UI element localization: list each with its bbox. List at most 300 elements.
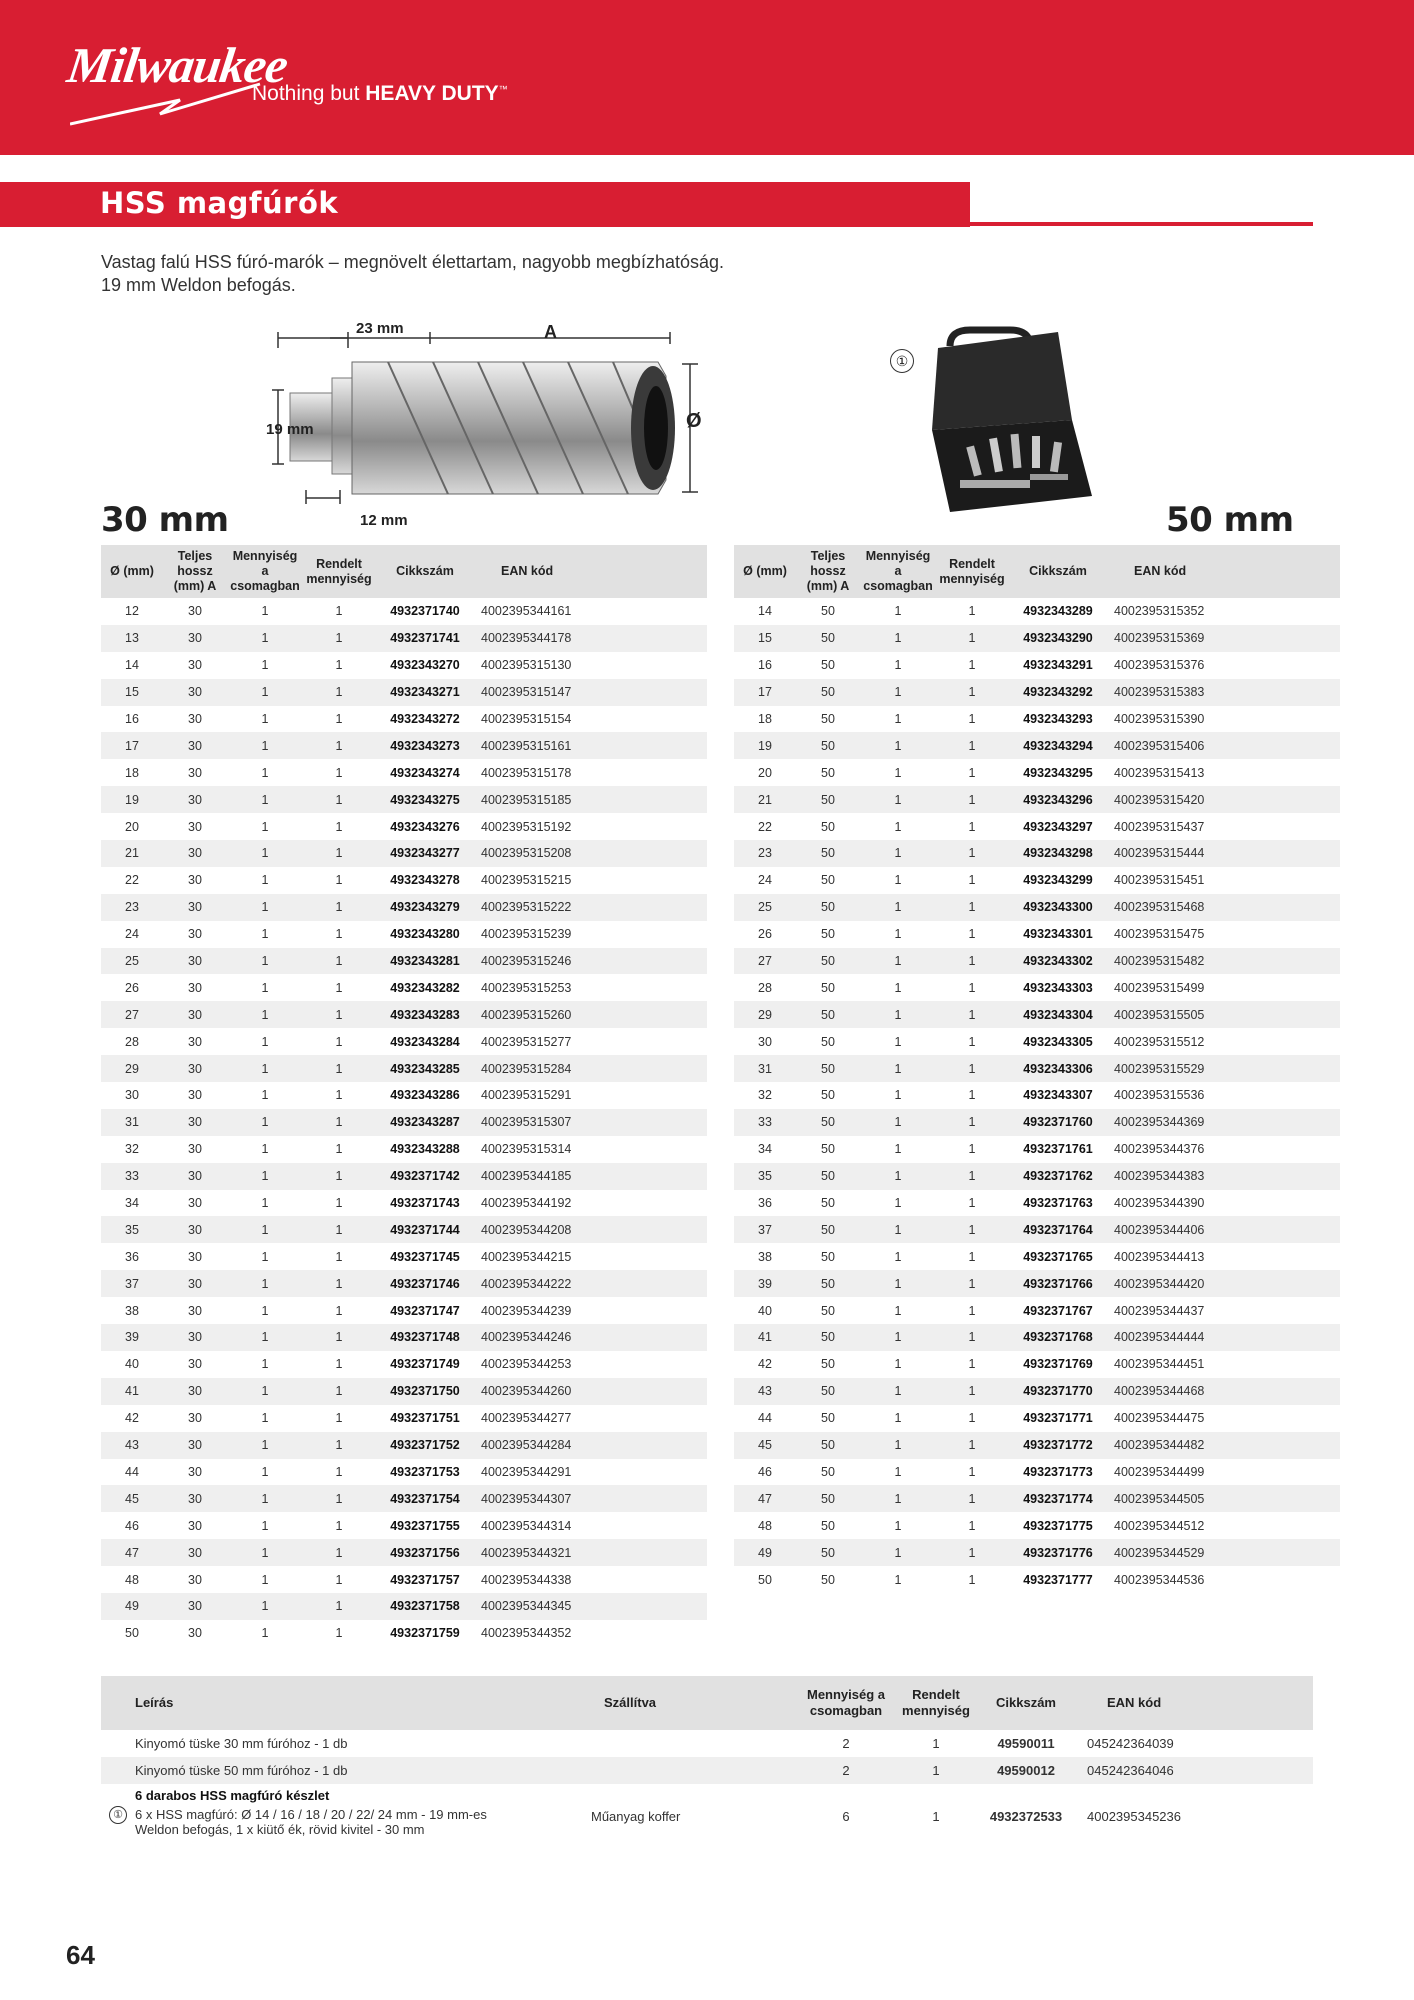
cell-order-qty: 1 — [303, 1539, 375, 1566]
table-row — [101, 894, 707, 921]
cell-order-qty: 1 — [335, 1088, 343, 1103]
cell-length: 50 — [796, 948, 860, 975]
cell-pack-qty: 1 — [894, 1249, 902, 1264]
cell-ean: 4002395344321 — [475, 1539, 707, 1566]
table-row — [101, 1001, 707, 1028]
table-row — [101, 1163, 707, 1190]
cell-ean: 4002395315185 — [475, 786, 707, 813]
cell-order-qty: 1 — [936, 1001, 1008, 1028]
cell-diameter: 38 — [125, 1303, 139, 1318]
cell-ean: 4002395315505 — [1108, 1001, 1340, 1028]
table-row — [101, 1324, 707, 1351]
cell-order-qty: 1 — [335, 1626, 343, 1641]
cell-pack-qty: 1 — [860, 1432, 936, 1459]
table-row — [101, 1297, 707, 1324]
cell-ean: 4002395315178 — [481, 765, 572, 780]
cell-ean: 4002395344482 — [1108, 1432, 1340, 1459]
cell-order-qty: 1 — [936, 1270, 1008, 1297]
cell-diameter: 39 — [734, 1270, 796, 1297]
cell-pack-qty: 1 — [894, 1464, 902, 1479]
cell-diameter: 33 — [101, 1163, 163, 1190]
cell-code: 4932343272 — [390, 712, 460, 726]
cell-code: 4932343280 — [390, 927, 460, 942]
cell-pack-qty: 1 — [894, 819, 902, 834]
cell-ean: 4002395344178 — [475, 625, 707, 652]
cell-code: 4932343287 — [375, 1109, 475, 1136]
table-row — [101, 625, 707, 652]
cell-ean: 4002395344314 — [481, 1518, 572, 1533]
cell-ean: 4002395315499 — [1114, 980, 1205, 995]
cell-order-qty: 1 — [335, 658, 343, 673]
cell-ean: 4002395315154 — [481, 712, 572, 726]
cell-length: 30 — [188, 927, 202, 942]
cell-order-qty: 1 — [936, 840, 1008, 867]
cell-pack-qty: 1 — [860, 894, 936, 921]
cell-order-qty: 1 — [335, 1518, 343, 1533]
cell-order-qty: 1 — [968, 819, 976, 834]
cell-ean: 4002395344536 — [1114, 1572, 1205, 1587]
col-code: Cikkszám — [971, 1676, 1081, 1730]
cell-order-qty: 1 — [303, 1270, 375, 1297]
cell-length: 50 — [796, 1055, 860, 1082]
cell-length: 50 — [796, 1163, 860, 1190]
cell-order-qty: 1 — [968, 658, 976, 673]
cell-length: 30 — [188, 765, 202, 780]
cell-order-qty: 1 — [335, 1249, 343, 1264]
cell-length: 50 — [796, 625, 860, 652]
table-row — [101, 652, 707, 679]
cell-pack-qty: 1 — [227, 1001, 303, 1028]
cell-code: 4932371777 — [1023, 1572, 1093, 1587]
cell-pack-qty: 1 — [227, 948, 303, 975]
cell-diameter: 47 — [734, 1485, 796, 1512]
cell-diameter: 13 — [101, 625, 163, 652]
col-supplied: Szállítva — [591, 1676, 791, 1730]
set-desc-line-2: Weldon befogás, 1 x kiütő ék, rövid kivitel - 30 mm — [135, 1822, 425, 1837]
dim-shank-diameter: 19 mm — [266, 421, 314, 438]
cell-ean: 4002395344499 — [1114, 1464, 1205, 1479]
accessory-supplied — [591, 1730, 791, 1757]
cell-order-qty: 1 — [335, 765, 343, 780]
accessory-code: 49590012 — [971, 1757, 1081, 1784]
cell-diameter: 36 — [758, 1196, 772, 1211]
table-row — [734, 1082, 1340, 1109]
table-row — [734, 1001, 1340, 1028]
intro-line-2: 19 mm Weldon befogás. — [101, 275, 296, 295]
set-qty: 6 — [842, 1808, 850, 1824]
cell-ean: 4002395344383 — [1108, 1163, 1340, 1190]
cell-length: 30 — [188, 819, 202, 834]
cell-code: 4932371754 — [375, 1485, 475, 1512]
cell-code: 4932371776 — [1008, 1539, 1108, 1566]
cell-order-qty: 1 — [303, 1001, 375, 1028]
cell-pack-qty: 1 — [894, 604, 902, 619]
cell-code: 4932343283 — [375, 1001, 475, 1028]
cell-diameter: 35 — [734, 1163, 796, 1190]
cell-ean: 4002395344369 — [1108, 1109, 1340, 1136]
table-row — [734, 1432, 1340, 1459]
cell-order-qty: 1 — [303, 948, 375, 975]
table-row — [734, 840, 1340, 867]
cell-order-qty: 1 — [968, 1357, 976, 1372]
milwaukee-logo: Milwaukee — [64, 37, 291, 93]
table-row — [734, 1351, 1340, 1378]
table-row — [734, 1405, 1340, 1432]
accessory-set-row — [101, 1784, 1313, 1848]
cell-pack-qty: 1 — [894, 1034, 902, 1049]
cell-order-qty: 1 — [303, 679, 375, 706]
cell-diameter: 19 — [101, 786, 163, 813]
cell-ean: 4002395344505 — [1108, 1485, 1340, 1512]
cell-order-qty: 1 — [936, 679, 1008, 706]
cell-order-qty: 1 — [335, 1303, 343, 1318]
cell-length: 30 — [188, 1249, 202, 1264]
cell-ean: 4002395315406 — [1108, 732, 1340, 759]
cell-pack-qty: 1 — [261, 1626, 269, 1641]
set-description — [101, 1784, 591, 1848]
table-row — [101, 1190, 707, 1217]
cell-code: 4932343291 — [1023, 658, 1093, 673]
cell-code: 4932371748 — [375, 1324, 475, 1351]
table-row — [101, 679, 707, 706]
cell-order-qty: 1 — [303, 894, 375, 921]
table-row — [101, 1351, 707, 1378]
table-row — [101, 1270, 707, 1297]
cell-pack-qty: 1 — [860, 625, 936, 652]
cell-diameter: 20 — [125, 819, 139, 834]
cell-code: 4932343298 — [1008, 840, 1108, 867]
cell-code: 4932371769 — [1023, 1357, 1093, 1372]
cell-diameter: 36 — [125, 1249, 139, 1264]
col-code: Cikkszám — [375, 545, 475, 598]
cell-pack-qty: 1 — [227, 1109, 303, 1136]
cell-pack-qty: 1 — [894, 1411, 902, 1426]
cell-order-qty: 1 — [303, 1216, 375, 1243]
accessory-row — [101, 1730, 1313, 1757]
cell-pack-qty: 1 — [261, 604, 269, 619]
cell-code: 4932371774 — [1008, 1485, 1108, 1512]
cell-diameter: 18 — [758, 712, 772, 726]
cell-diameter: 45 — [734, 1432, 796, 1459]
table-row — [101, 813, 707, 840]
cell-code: 4932343296 — [1008, 786, 1108, 813]
cell-code: 4932371766 — [1008, 1270, 1108, 1297]
cell-pack-qty: 1 — [860, 1001, 936, 1028]
cell-pack-qty: 1 — [227, 1324, 303, 1351]
table-row — [734, 948, 1340, 975]
cell-diameter: 15 — [734, 625, 796, 652]
cell-code: 4932371744 — [375, 1216, 475, 1243]
cell-pack-qty: 1 — [227, 1432, 303, 1459]
cell-order-qty: 1 — [968, 1249, 976, 1264]
cell-code: 4932371757 — [390, 1572, 460, 1587]
cell-ean: 4002395315390 — [1114, 712, 1205, 726]
accessories-table — [101, 1676, 1313, 1848]
cell-order-qty: 1 — [968, 765, 976, 780]
cell-code: 4932371750 — [375, 1378, 475, 1405]
cell-ean: 4002395344260 — [475, 1378, 707, 1405]
cell-length: 50 — [821, 1249, 835, 1264]
cell-ean: 4002395315291 — [481, 1088, 572, 1103]
cell-ean: 4002395315413 — [1114, 765, 1205, 780]
cell-pack-qty: 1 — [227, 1216, 303, 1243]
cell-ean: 4002395315536 — [1114, 1088, 1205, 1103]
cell-ean: 4002395344468 — [1108, 1378, 1340, 1405]
cell-code: 4932343299 — [1023, 873, 1093, 888]
cell-length: 50 — [796, 732, 860, 759]
cell-pack-qty: 1 — [894, 1303, 902, 1318]
cell-length: 50 — [796, 1539, 860, 1566]
cell-order-qty: 1 — [968, 1034, 976, 1049]
cell-ean: 4002395315451 — [1114, 873, 1205, 888]
cell-order-qty: 1 — [303, 1324, 375, 1351]
accessory-desc: Kinyomó tüske 50 mm fúróhoz - 1 db — [101, 1757, 591, 1784]
cell-pack-qty: 1 — [261, 1357, 269, 1372]
cell-diameter: 42 — [758, 1357, 772, 1372]
section-title: HSS magfúrók — [100, 186, 339, 220]
cell-diameter: 30 — [758, 1034, 772, 1049]
cell-order-qty: 1 — [303, 1593, 375, 1620]
cell-ean: 4002395344208 — [475, 1216, 707, 1243]
cell-length: 50 — [796, 679, 860, 706]
table-row — [734, 1055, 1340, 1082]
cell-pack-qty: 1 — [261, 765, 269, 780]
cell-length: 50 — [821, 1088, 835, 1103]
cell-pack-qty: 1 — [261, 1088, 269, 1103]
cell-ean: 4002395344253 — [481, 1357, 572, 1372]
cell-order-qty: 1 — [936, 948, 1008, 975]
cell-pack-qty: 1 — [894, 765, 902, 780]
cell-pack-qty: 1 — [860, 1539, 936, 1566]
cell-ean: 4002395315468 — [1108, 894, 1340, 921]
accessory-desc: Kinyomó tüske 30 mm fúróhoz - 1 db — [135, 1736, 348, 1751]
cell-length: 30 — [163, 1055, 227, 1082]
cell-order-qty: 1 — [303, 1055, 375, 1082]
cell-code: 4932371751 — [390, 1411, 460, 1426]
cell-length: 30 — [163, 948, 227, 975]
cell-ean: 4002395344277 — [481, 1411, 572, 1426]
cell-pack-qty: 1 — [261, 1303, 269, 1318]
col-total-length: Teljes hossz (mm) A — [796, 545, 860, 598]
cell-pack-qty: 1 — [227, 1270, 303, 1297]
cell-order-qty: 1 — [335, 1572, 343, 1587]
cell-pack-qty: 1 — [227, 625, 303, 652]
accessory-ean: 045242364039 — [1087, 1736, 1174, 1751]
cell-length: 50 — [821, 1034, 835, 1049]
set-marker: ① — [890, 349, 914, 373]
dim-diameter: Ø — [686, 410, 702, 432]
cell-diameter: 19 — [734, 732, 796, 759]
table-row — [101, 1405, 707, 1432]
table-row — [101, 1378, 707, 1405]
cell-pack-qty: 1 — [227, 1593, 303, 1620]
cell-ean: 4002395315369 — [1108, 625, 1340, 652]
cell-pack-qty: 1 — [860, 1378, 936, 1405]
cell-order-qty: 1 — [303, 1485, 375, 1512]
cell-order-qty: 1 — [968, 927, 976, 942]
cell-code: 4932343305 — [1023, 1034, 1093, 1049]
cell-code: 4932343301 — [1023, 927, 1093, 942]
col-diameter: Ø (mm) — [101, 545, 163, 598]
cell-order-qty: 1 — [968, 873, 976, 888]
cell-order-qty: 1 — [968, 604, 976, 619]
cell-length: 30 — [163, 1163, 227, 1190]
cell-length: 30 — [163, 1593, 227, 1620]
cell-ean: 4002395344437 — [1114, 1303, 1205, 1318]
cell-length: 30 — [163, 1539, 227, 1566]
cell-length: 50 — [796, 1109, 860, 1136]
col-order-qty: Rendelt mennyiség — [901, 1676, 971, 1730]
cell-pack-qty: 1 — [894, 980, 902, 995]
accessories-header-row — [101, 1676, 1313, 1730]
cell-pack-qty: 1 — [261, 1411, 269, 1426]
cell-diameter: 38 — [758, 1249, 772, 1264]
table-row — [734, 867, 1340, 894]
cell-diameter: 12 — [125, 604, 139, 619]
cell-diameter: 48 — [758, 1518, 772, 1533]
cell-ean: 4002395315222 — [475, 894, 707, 921]
cell-diameter: 47 — [101, 1539, 163, 1566]
cell-diameter: 15 — [101, 679, 163, 706]
cell-code: 4932343279 — [375, 894, 475, 921]
cell-pack-qty: 1 — [261, 658, 269, 673]
cell-order-qty: 1 — [335, 1142, 343, 1157]
cell-ean: 4002395315246 — [475, 948, 707, 975]
cell-length: 30 — [163, 625, 227, 652]
cell-order-qty: 1 — [335, 1196, 343, 1211]
set-ordered: 1 — [932, 1808, 940, 1824]
cell-code: 4932343293 — [1023, 712, 1093, 726]
table-row — [101, 759, 707, 786]
cell-diameter: 40 — [758, 1303, 772, 1318]
cell-pack-qty: 1 — [894, 927, 902, 942]
cell-pack-qty: 1 — [227, 1485, 303, 1512]
brand-tagline: Nothing but HEAVY DUTY™ — [252, 82, 508, 105]
cell-order-qty: 1 — [968, 1088, 976, 1103]
cell-code: 4932343275 — [375, 786, 475, 813]
cell-order-qty: 1 — [335, 819, 343, 834]
cell-ean: 4002395315161 — [475, 732, 707, 759]
table-row — [101, 1136, 707, 1163]
section-title-rule — [970, 222, 1313, 226]
table-row — [101, 1620, 707, 1647]
table-row — [101, 1566, 707, 1593]
cell-length: 50 — [796, 840, 860, 867]
cell-diameter: 37 — [101, 1270, 163, 1297]
accessory-ordered: 1 — [901, 1757, 971, 1784]
cell-length: 50 — [796, 1485, 860, 1512]
cell-code: 4932371762 — [1008, 1163, 1108, 1190]
table-30mm — [101, 545, 707, 1647]
cell-diameter: 28 — [125, 1034, 139, 1049]
col-pack-qty: Mennyiség a csomagban — [791, 1676, 901, 1730]
cell-length: 50 — [821, 927, 835, 942]
cell-code: 4932371763 — [1023, 1196, 1093, 1211]
table-row — [734, 921, 1340, 948]
cell-pack-qty: 1 — [227, 732, 303, 759]
table-row — [101, 1055, 707, 1082]
table-row — [101, 921, 707, 948]
accessory-qty: 2 — [791, 1757, 901, 1784]
cell-ean: 4002395315147 — [475, 679, 707, 706]
cell-ean: 4002395344161 — [481, 604, 572, 619]
cell-diameter: 16 — [125, 712, 139, 726]
cell-diameter: 26 — [125, 980, 139, 995]
cell-code: 4932343270 — [390, 658, 460, 673]
cell-pack-qty: 1 — [261, 819, 269, 834]
table-row — [101, 732, 707, 759]
cell-pack-qty: 1 — [261, 980, 269, 995]
cell-diameter: 20 — [758, 765, 772, 780]
cell-diameter: 26 — [758, 927, 772, 942]
cell-length: 30 — [163, 732, 227, 759]
cell-length: 30 — [188, 1518, 202, 1533]
cell-code: 4932371773 — [1023, 1464, 1093, 1479]
cell-length: 30 — [188, 1034, 202, 1049]
cell-code: 4932371764 — [1008, 1216, 1108, 1243]
table-row — [734, 1216, 1340, 1243]
cell-pack-qty: 1 — [261, 1518, 269, 1533]
cell-code: 4932343271 — [375, 679, 475, 706]
table-row — [101, 948, 707, 975]
lightning-bolt-icon — [70, 62, 270, 132]
table-row — [734, 1028, 1340, 1055]
table-row — [101, 840, 707, 867]
cell-code: 4932343303 — [1023, 980, 1093, 995]
table-row — [101, 706, 707, 733]
table-row — [101, 1459, 707, 1486]
cell-diameter: 44 — [758, 1411, 772, 1426]
cell-diameter: 42 — [125, 1411, 139, 1426]
cell-diameter: 24 — [125, 927, 139, 942]
cell-length: 50 — [796, 1270, 860, 1297]
cell-pack-qty: 1 — [860, 1324, 936, 1351]
table-row — [734, 786, 1340, 813]
cell-diameter: 28 — [758, 980, 772, 995]
cell-order-qty: 1 — [968, 980, 976, 995]
col-pack-qty: Mennyiség a csomagban — [227, 545, 303, 598]
cell-pack-qty: 1 — [860, 1055, 936, 1082]
cell-ean: 4002395315253 — [481, 980, 572, 995]
cell-length: 30 — [163, 679, 227, 706]
table-row — [101, 1028, 707, 1055]
cell-diameter: 17 — [101, 732, 163, 759]
col-ean: EAN kód — [475, 545, 707, 598]
table-row — [101, 974, 707, 1001]
cell-pack-qty: 1 — [860, 948, 936, 975]
cell-code: 4932371749 — [390, 1357, 460, 1372]
cell-length: 30 — [163, 1485, 227, 1512]
table-row — [101, 1082, 707, 1109]
cell-order-qty: 1 — [303, 732, 375, 759]
set-ean: 4002395345236 — [1087, 1808, 1181, 1824]
cell-code: 4932371765 — [1023, 1249, 1093, 1264]
cell-diameter: 30 — [125, 1088, 139, 1103]
col-ean: EAN kód — [1108, 545, 1340, 598]
cell-diameter: 46 — [125, 1518, 139, 1533]
cell-ean: 4002395344215 — [481, 1249, 572, 1264]
cell-diameter: 49 — [734, 1539, 796, 1566]
cell-ean: 4002395344352 — [481, 1626, 572, 1641]
cell-diameter: 35 — [101, 1216, 163, 1243]
cell-order-qty: 1 — [936, 1324, 1008, 1351]
cell-pack-qty: 1 — [261, 927, 269, 942]
cell-order-qty: 1 — [335, 1411, 343, 1426]
table-row — [734, 974, 1340, 1001]
cell-ean: 4002395344338 — [481, 1572, 572, 1587]
col-description: Leírás — [101, 1676, 591, 1730]
cell-diameter: 22 — [125, 873, 139, 888]
